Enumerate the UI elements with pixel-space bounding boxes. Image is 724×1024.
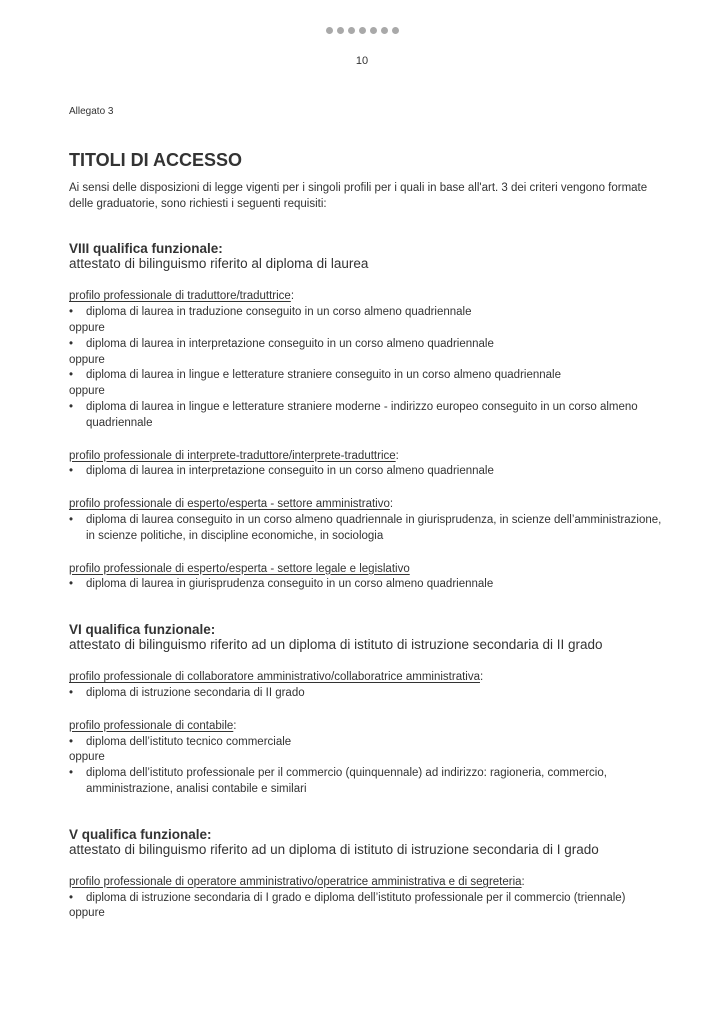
requirement-item: • diploma di laurea in lingue e letterature straniere moderne - indirizzo europeo conseguito in un corso almeno quadriennale (69, 400, 669, 432)
profile-block (69, 562, 669, 594)
oppure-separator: oppure (69, 353, 105, 366)
requirement-item: • diploma dell’istituto professionale per il commercio (quinquennale) ad indirizzo: ragioneria, commercio, amministrazione, analisi contabile e similari (69, 766, 669, 798)
requirement-item: • diploma di laurea in giurisprudenza conseguito in un corso almeno quadriennale (69, 577, 669, 593)
profile-label: profilo professionale di operatore amministrativo/operatrice amministrativa e di segreteria (69, 875, 522, 888)
requirements-list (69, 735, 669, 798)
requirements-list (69, 305, 669, 431)
page-dots (0, 27, 724, 34)
profile-label-suffix: : (479, 671, 484, 684)
page-dot (381, 27, 388, 34)
profile-label: profilo professionale di interprete-traduttore/interprete-traduttrice (69, 449, 396, 462)
requirement-item: • diploma di laurea in traduzione conseguito in un corso almeno quadriennale (69, 305, 669, 321)
page-number: 10 (355, 55, 369, 67)
page-dot (337, 27, 344, 34)
profile-label-suffix: : (389, 498, 394, 511)
qualifica-section (69, 827, 669, 922)
profile-block (69, 289, 669, 431)
requirements-list (69, 686, 669, 702)
profile-label: profilo professionale di collaboratore amministrativo/collaboratrice amministrativa (69, 671, 480, 684)
profile-label-suffix: : (521, 875, 525, 888)
document-body (69, 104, 669, 922)
qualifica-section (69, 622, 669, 798)
profile-label: profilo professionale di contabile (69, 719, 234, 732)
qualifica-subtitle: attestato di bilinguismo riferito ad un diploma di istituto di istruzione secondaria di I grado (69, 841, 599, 857)
oppure-separator: oppure (69, 751, 105, 764)
profile-label-suffix: : (233, 719, 237, 732)
qualifica-subtitle: attestato di bilinguismo riferito al diploma di laurea (69, 256, 369, 272)
profile-label: profilo professionale di traduttore/traduttrice (69, 290, 291, 303)
qualifica-subtitle: attestato di bilinguismo riferito ad un diploma di istituto di istruzione secondaria di II grado (69, 637, 603, 653)
oppure-separator: oppure (69, 907, 105, 920)
profile-heading (69, 562, 669, 578)
allegato-label: Allegato 3 (69, 106, 114, 117)
qualifica-title: V qualifica funzionale: (69, 826, 212, 842)
sections (69, 241, 669, 922)
profile-block (69, 670, 669, 702)
qualifica-title: VIII qualifica funzionale: (69, 241, 223, 257)
profile-heading (69, 289, 669, 305)
oppure-separator: oppure (69, 385, 105, 398)
page-dot (326, 27, 333, 34)
profile-label: profilo professionale di esperto/esperta - settore legale e legislativo (69, 562, 410, 575)
page-title: TITOLI DI ACCESSO (69, 149, 243, 170)
page-dot (348, 27, 355, 34)
requirement-item: • diploma di istruzione secondaria di I grado e diploma dell’istituto professionale per il commercio (triennale) (69, 891, 669, 907)
page-dot (359, 27, 366, 34)
requirements-list (69, 577, 669, 593)
page-dot (392, 27, 399, 34)
oppure-separator: oppure (69, 321, 105, 334)
requirement-item: • diploma di laurea in interpretazione conseguito in un corso almeno quadriennale (69, 464, 669, 480)
requirements-list (69, 891, 669, 923)
profile-heading (69, 449, 669, 465)
qualifica-title: VI qualifica funzionale: (69, 622, 216, 638)
profile-heading (69, 497, 669, 513)
profile-heading (69, 875, 669, 891)
requirement-item: • diploma di laurea in lingue e letterature straniere conseguito in un corso almeno quadriennale (69, 368, 669, 384)
profile-label-suffix: : (290, 290, 295, 303)
requirements-list (69, 464, 669, 480)
requirement-item: • diploma di istruzione secondaria di II grado (69, 686, 669, 702)
intro-paragraph: Ai sensi delle disposizioni di legge vigenti per i singoli profili per i quali in base all'art. 3 dei criteri vengono formate delle graduatorie, sono richiesti i seguenti requisiti: (69, 181, 648, 210)
profile-block (69, 875, 669, 922)
profile-block (69, 449, 669, 481)
requirement-item: • diploma dell’istituto tecnico commerciale (69, 735, 669, 751)
profile-block (69, 719, 669, 798)
profile-label: profilo professionale di esperto/esperta - settore amministrativo (69, 498, 390, 511)
profile-heading (69, 719, 669, 735)
requirement-item: • diploma di laurea in interpretazione conseguito in un corso almeno quadriennale (69, 337, 669, 353)
profile-label-suffix: : (395, 449, 399, 462)
profile-block (69, 497, 669, 544)
profile-heading (69, 670, 669, 686)
requirement-item: • diploma di laurea conseguito in un corso almeno quadriennale in giurisprudenza, in scienze dell’amministrazione, in scienze politiche, in discipline economiche, in sociologia (69, 513, 669, 545)
page-dot (370, 27, 377, 34)
qualifica-section (69, 241, 669, 593)
requirements-list (69, 513, 669, 545)
